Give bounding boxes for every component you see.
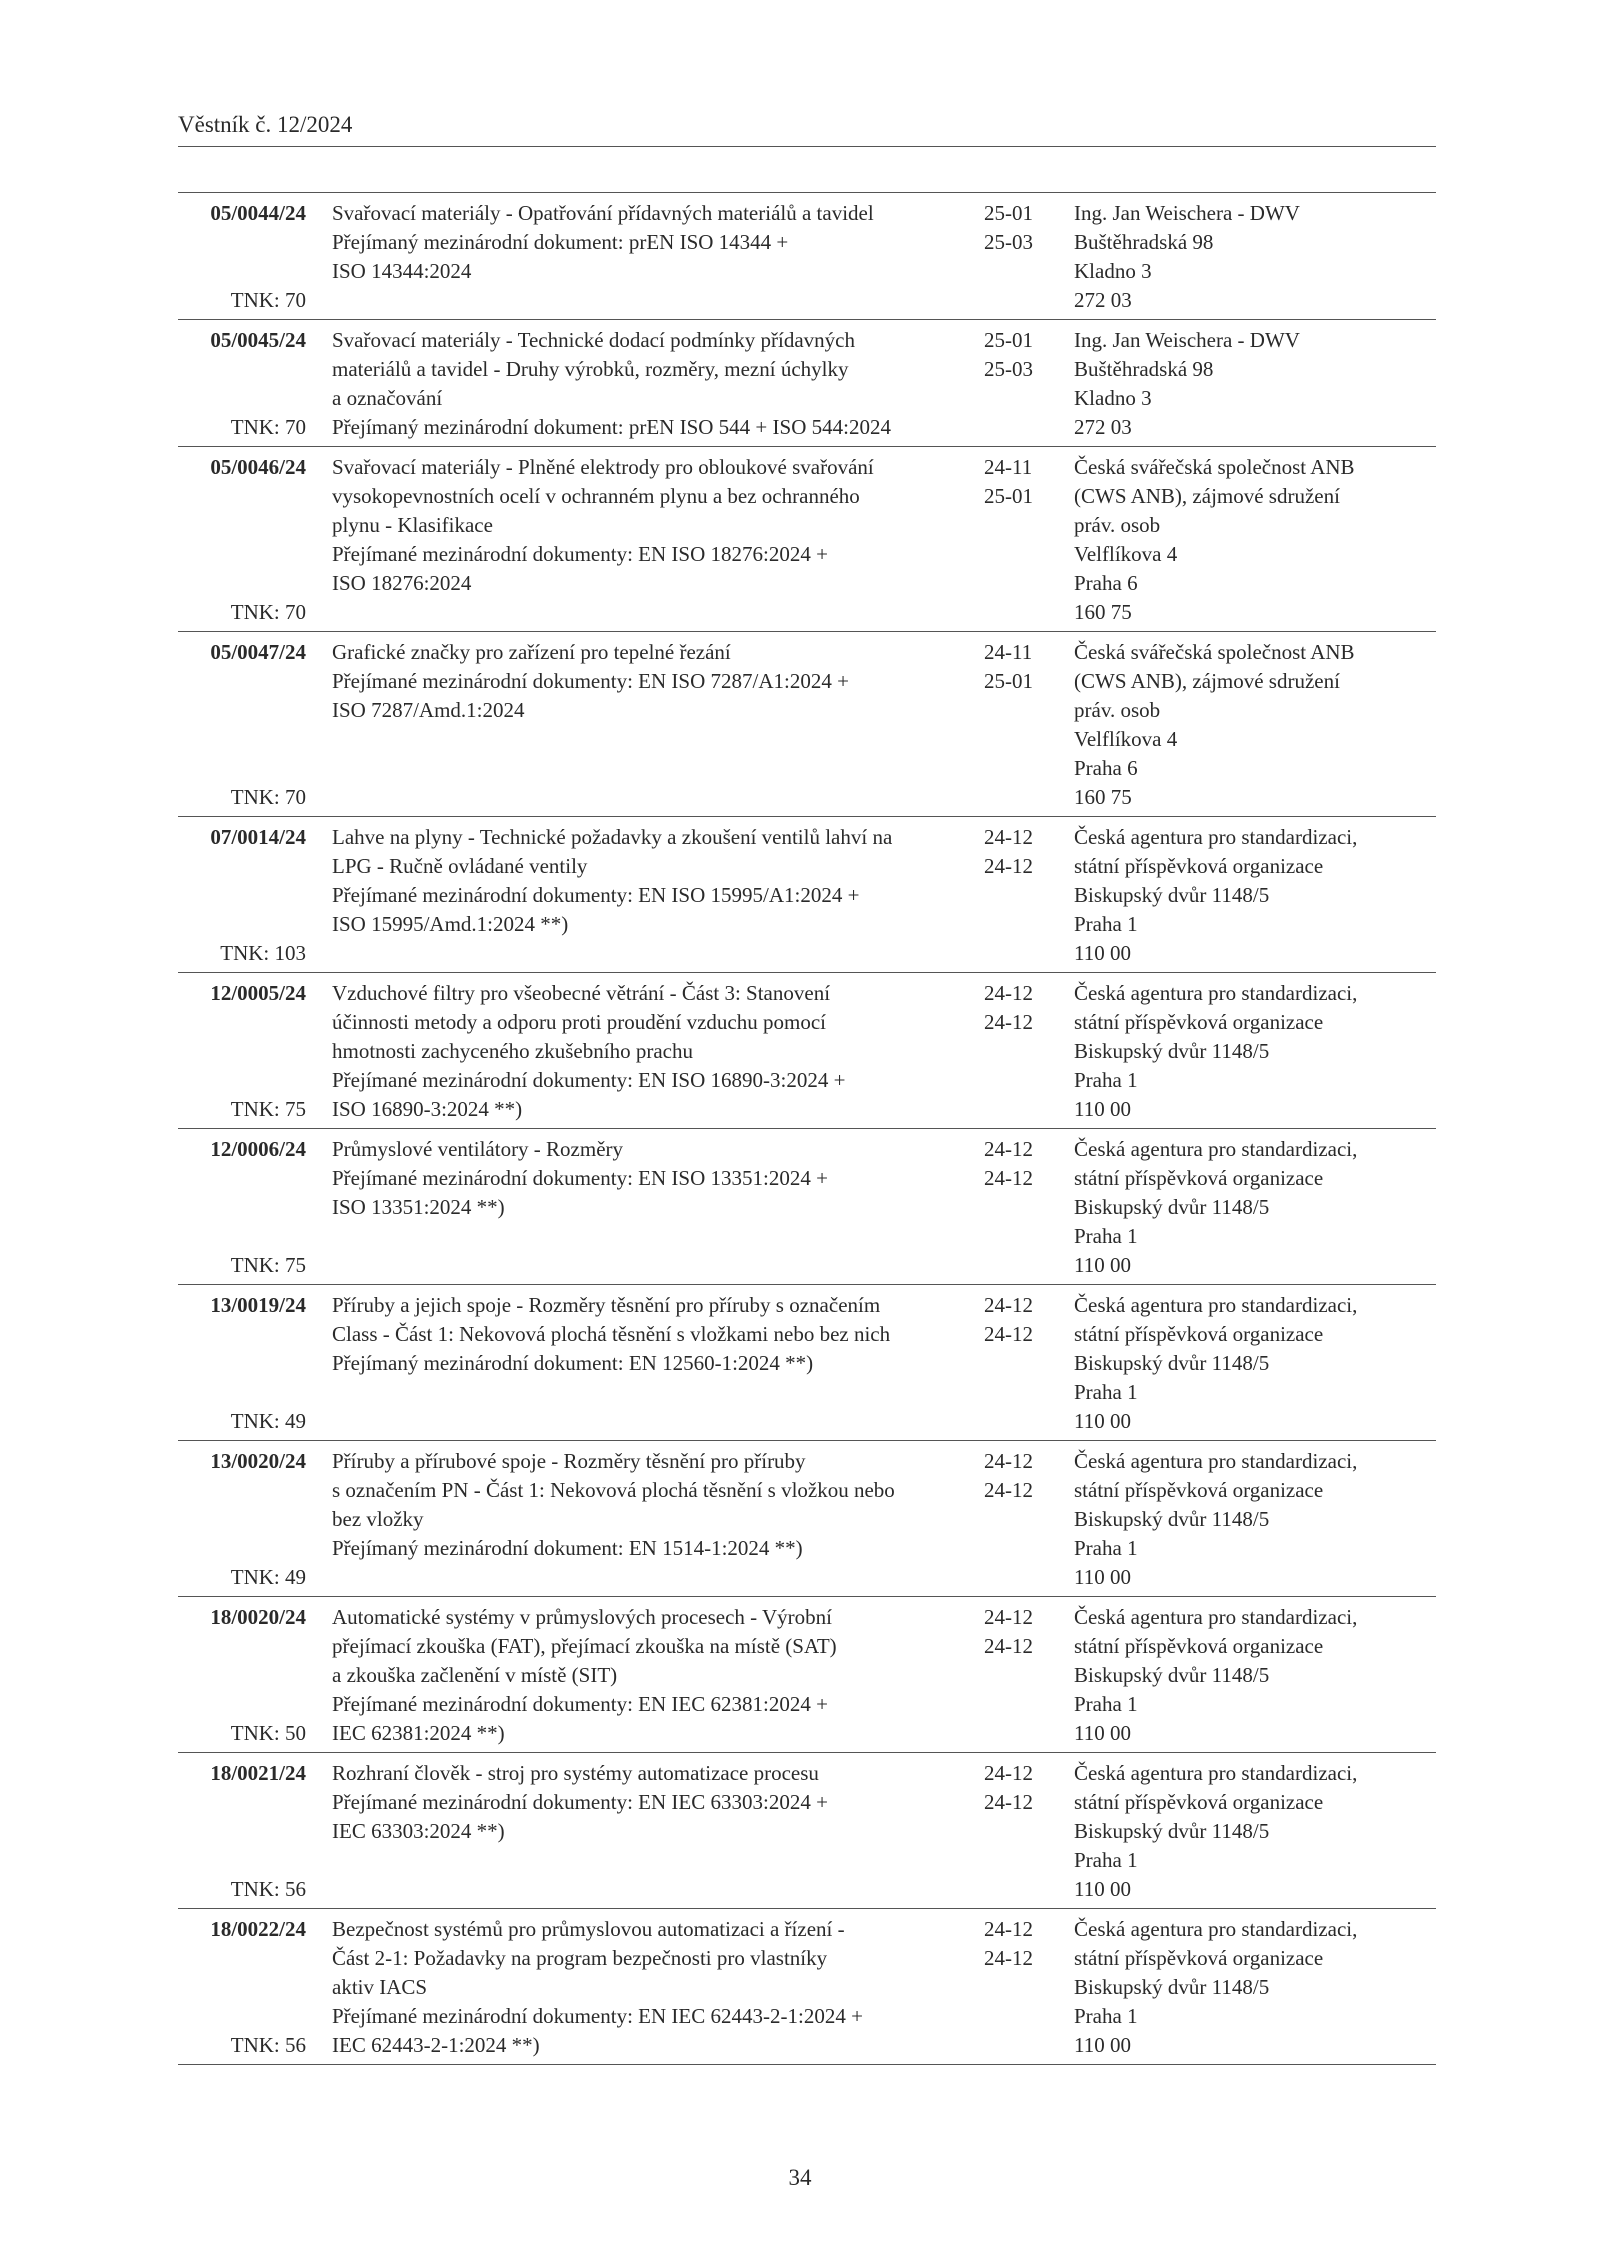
title-line: Automatické systémy v průmyslových procesech - Výrobní xyxy=(332,1605,833,1629)
date-line: 24-12 xyxy=(984,1790,1033,1814)
entry-contact-cell xyxy=(1070,326,1436,442)
contact-line: 272 03 xyxy=(1074,288,1132,312)
title-line: plynu - Klasifikace xyxy=(332,513,493,537)
title-line: IEC 63303:2024 **) xyxy=(332,1819,505,1843)
contact-line: Biskupský dvůr 1148/5 xyxy=(1074,1195,1270,1219)
title-line: vysokopevnostních ocelí v ochranném plynu a bez ochranného xyxy=(332,484,860,508)
title-line: Rozhraní člověk - stroj pro systémy automatizace procesu xyxy=(332,1761,819,1785)
entry-id-cell xyxy=(178,823,306,968)
entry-dates-cell xyxy=(978,1759,1070,1904)
contact-line: Česká agentura pro standardizaci, xyxy=(1074,825,1358,849)
title-line: Přejímané mezinárodní dokumenty: EN IEC 62443-2-1:2024 + xyxy=(332,2004,863,2028)
entry-dates-cell xyxy=(978,1291,1070,1436)
contact-line: Biskupský dvůr 1148/5 xyxy=(1074,883,1270,907)
contact-line: státní příspěvková organizace xyxy=(1074,1634,1324,1658)
contact-line: Česká agentura pro standardizaci, xyxy=(1074,1761,1358,1785)
date-line: 24-12 xyxy=(984,1322,1033,1346)
contact-line: Biskupský dvůr 1148/5 xyxy=(1074,1663,1270,1687)
entry-tnk: TNK: 70 xyxy=(230,785,306,809)
title-line: s označením PN - Část 1: Nekovová plochá těsnění s vložkou nebo xyxy=(332,1478,895,1502)
entry-contact-cell xyxy=(1070,1447,1436,1592)
title-line: Vzduchové filtry pro všeobecné větrání - Část 3: Stanovení xyxy=(332,981,831,1005)
contact-line: Praha 1 xyxy=(1074,2004,1138,2028)
title-line: LPG - Ručně ovládané ventily xyxy=(332,854,588,878)
entry-contact-cell xyxy=(1070,199,1436,315)
title-line: a označování xyxy=(332,386,443,410)
title-line: Přejímaný mezinárodní dokument: EN 12560-1:2024 **) xyxy=(332,1351,814,1375)
page-number: 34 xyxy=(788,2165,812,2190)
entry-number: 13/0020/24 xyxy=(210,1449,306,1473)
entry-number: 12/0006/24 xyxy=(210,1137,306,1161)
entry-dates-cell xyxy=(978,979,1070,1124)
entry-contact-cell xyxy=(1070,453,1436,627)
entry-title-cell xyxy=(306,453,978,627)
entry-title-cell xyxy=(306,1915,978,2060)
contact-line: státní příspěvková organizace xyxy=(1074,1166,1324,1190)
table-row xyxy=(178,1909,1436,2065)
contact-line: práv. osob xyxy=(1074,513,1161,537)
date-line: 24-11 xyxy=(984,640,1033,664)
title-line: aktiv IACS xyxy=(332,1975,428,1999)
entry-tnk: TNK: 49 xyxy=(230,1409,306,1433)
entry-title-cell xyxy=(306,979,978,1124)
entry-number: 18/0022/24 xyxy=(210,1917,306,1941)
title-line: bez vložky xyxy=(332,1507,424,1531)
date-line: 24-12 xyxy=(984,1634,1033,1658)
date-line: 25-01 xyxy=(984,484,1033,508)
date-line: 24-12 xyxy=(984,1761,1033,1785)
standards-table xyxy=(178,192,1436,2065)
entry-contact-cell xyxy=(1070,1759,1436,1904)
title-line: ISO 13351:2024 **) xyxy=(332,1195,505,1219)
entry-number: 05/0044/24 xyxy=(210,201,306,225)
contact-line: 110 00 xyxy=(1074,1565,1131,1589)
contact-line: Praha 6 xyxy=(1074,756,1138,780)
contact-line: 110 00 xyxy=(1074,1253,1131,1277)
entry-tnk: TNK: 75 xyxy=(230,1097,306,1121)
contact-line: Biskupský dvůr 1148/5 xyxy=(1074,1039,1270,1063)
title-line: přejímací zkouška (FAT), přejímací zkouška na místě (SAT) xyxy=(332,1634,837,1658)
table-row xyxy=(178,632,1436,817)
title-line: ISO 7287/Amd.1:2024 xyxy=(332,698,525,722)
title-line: Class - Část 1: Nekovová plochá těsnění s vložkami nebo bez nich xyxy=(332,1322,891,1346)
table-row xyxy=(178,817,1436,973)
entry-number: 18/0020/24 xyxy=(210,1605,306,1629)
contact-line: Biskupský dvůr 1148/5 xyxy=(1074,1819,1270,1843)
entry-tnk: TNK: 56 xyxy=(230,2033,306,2057)
contact-line: Česká agentura pro standardizaci, xyxy=(1074,1137,1358,1161)
entry-title-cell xyxy=(306,1759,978,1904)
entry-title-cell xyxy=(306,199,978,315)
date-line: 25-01 xyxy=(984,201,1033,225)
date-line: 24-12 xyxy=(984,1166,1033,1190)
contact-line: 110 00 xyxy=(1074,941,1131,965)
contact-line: Česká agentura pro standardizaci, xyxy=(1074,1293,1358,1317)
entry-dates-cell xyxy=(978,453,1070,627)
title-line: Přejímané mezinárodní dokumenty: EN IEC 62381:2024 + xyxy=(332,1692,828,1716)
title-line: ISO 18276:2024 xyxy=(332,571,472,595)
contact-line: 272 03 xyxy=(1074,415,1132,439)
title-line: Svařovací materiály - Technické dodací podmínky přídavných xyxy=(332,328,855,352)
contact-line: státní příspěvková organizace xyxy=(1074,1946,1324,1970)
entry-dates-cell xyxy=(978,199,1070,315)
title-line: IEC 62443-2-1:2024 **) xyxy=(332,2033,540,2057)
date-line: 24-11 xyxy=(984,455,1033,479)
contact-line: Praha 1 xyxy=(1074,1536,1138,1560)
entry-title-cell xyxy=(306,1603,978,1748)
contact-line: Buštěhradská 98 xyxy=(1074,230,1214,254)
title-line: ISO 15995/Amd.1:2024 **) xyxy=(332,912,569,936)
date-line: 24-12 xyxy=(984,1293,1033,1317)
date-line: 25-01 xyxy=(984,328,1033,352)
entry-id-cell xyxy=(178,1291,306,1436)
contact-line: práv. osob xyxy=(1074,698,1161,722)
date-line: 24-12 xyxy=(984,1449,1033,1473)
contact-line: Biskupský dvůr 1148/5 xyxy=(1074,1975,1270,1999)
date-line: 24-12 xyxy=(984,1917,1033,1941)
contact-line: Buštěhradská 98 xyxy=(1074,357,1214,381)
date-line: 24-12 xyxy=(984,854,1033,878)
contact-line: Praha 1 xyxy=(1074,1068,1138,1092)
table-row xyxy=(178,1441,1436,1597)
entry-number: 05/0046/24 xyxy=(210,455,306,479)
table-row xyxy=(178,320,1436,447)
contact-line: 110 00 xyxy=(1074,1097,1131,1121)
entry-number: 12/0005/24 xyxy=(210,981,306,1005)
entry-contact-cell xyxy=(1070,1291,1436,1436)
entry-number: 18/0021/24 xyxy=(210,1761,306,1785)
contact-line: Praha 6 xyxy=(1074,571,1138,595)
title-line: Přejímaný mezinárodní dokument: EN 1514-1:2024 **) xyxy=(332,1536,803,1560)
entry-title-cell xyxy=(306,1447,978,1592)
title-line: Přejímaný mezinárodní dokument: prEN ISO 14344 + xyxy=(332,230,789,254)
entry-id-cell xyxy=(178,1603,306,1748)
contact-line: státní příspěvková organizace xyxy=(1074,854,1324,878)
table-row xyxy=(178,973,1436,1129)
entry-tnk: TNK: 49 xyxy=(230,1565,306,1589)
table-row xyxy=(178,1285,1436,1441)
entry-dates-cell xyxy=(978,638,1070,812)
table-row xyxy=(178,1753,1436,1909)
entry-id-cell xyxy=(178,199,306,315)
entry-tnk: TNK: 70 xyxy=(230,288,306,312)
entry-title-cell xyxy=(306,1135,978,1280)
contact-line: státní příspěvková organizace xyxy=(1074,1790,1324,1814)
entry-id-cell xyxy=(178,979,306,1124)
entry-id-cell xyxy=(178,1135,306,1280)
entry-id-cell xyxy=(178,1447,306,1592)
title-line: Přejímané mezinárodní dokumenty: EN ISO 7287/A1:2024 + xyxy=(332,669,849,693)
title-line: Část 2-1: Požadavky na program bezpečnosti pro vlastníky xyxy=(332,1946,828,1970)
date-line: 25-01 xyxy=(984,669,1033,693)
entry-tnk: TNK: 50 xyxy=(230,1721,306,1745)
entry-id-cell xyxy=(178,453,306,627)
contact-line: (CWS ANB), zájmové sdružení xyxy=(1074,669,1340,693)
contact-line: státní příspěvková organizace xyxy=(1074,1322,1324,1346)
contact-line: Ing. Jan Weischera - DWV xyxy=(1074,328,1300,352)
contact-line: 110 00 xyxy=(1074,1409,1131,1433)
entry-id-cell xyxy=(178,1759,306,1904)
title-line: Přejímané mezinárodní dokumenty: EN ISO 16890-3:2024 + xyxy=(332,1068,846,1092)
title-line: hmotnosti zachyceného zkušebního prachu xyxy=(332,1039,693,1063)
entry-contact-cell xyxy=(1070,979,1436,1124)
contact-line: Praha 1 xyxy=(1074,1848,1138,1872)
entry-contact-cell xyxy=(1070,1135,1436,1280)
contact-line: (CWS ANB), zájmové sdružení xyxy=(1074,484,1340,508)
title-line: ISO 16890-3:2024 **) xyxy=(332,1097,523,1121)
title-line: ISO 14344:2024 xyxy=(332,259,472,283)
entry-dates-cell xyxy=(978,1135,1070,1280)
date-line: 24-12 xyxy=(984,825,1033,849)
contact-line: státní příspěvková organizace xyxy=(1074,1478,1324,1502)
contact-line: Česká agentura pro standardizaci, xyxy=(1074,1605,1358,1629)
table-row xyxy=(178,193,1436,320)
entry-contact-cell xyxy=(1070,638,1436,812)
title-line: účinnosti metody a odporu proti proudění vzduchu pomocí xyxy=(332,1010,826,1034)
entry-contact-cell xyxy=(1070,1915,1436,2060)
title-line: Přejímané mezinárodní dokumenty: EN IEC 63303:2024 + xyxy=(332,1790,828,1814)
title-line: Svařovací materiály - Opatřování přídavných materiálů a tavidel xyxy=(332,201,874,225)
title-line: Grafické značky pro zařízení pro tepelné řezání xyxy=(332,640,731,664)
entry-title-cell xyxy=(306,326,978,442)
contact-line: Kladno 3 xyxy=(1074,386,1152,410)
contact-line: 160 75 xyxy=(1074,785,1132,809)
entry-contact-cell xyxy=(1070,823,1436,968)
entry-title-cell xyxy=(306,638,978,812)
entry-dates-cell xyxy=(978,326,1070,442)
title-line: Lahve na plyny - Technické požadavky a zkoušení ventilů lahví na xyxy=(332,825,893,849)
title-line: Svařovací materiály - Plněné elektrody pro obloukové svařování xyxy=(332,455,874,479)
contact-line: Biskupský dvůr 1148/5 xyxy=(1074,1507,1270,1531)
contact-line: Biskupský dvůr 1148/5 xyxy=(1074,1351,1270,1375)
contact-line: Česká svářečská společnost ANB xyxy=(1074,640,1355,664)
contact-line: Velflíkova 4 xyxy=(1074,542,1178,566)
entry-contact-cell xyxy=(1070,1603,1436,1748)
table-row xyxy=(178,1129,1436,1285)
entry-title-cell xyxy=(306,823,978,968)
table-row xyxy=(178,447,1436,632)
entry-id-cell xyxy=(178,1915,306,2060)
title-line: Bezpečnost systémů pro průmyslovou automatizaci a řízení - xyxy=(332,1917,845,1941)
title-line: Přejímané mezinárodní dokumenty: EN ISO 18276:2024 + xyxy=(332,542,828,566)
contact-line: 110 00 xyxy=(1074,2033,1131,2057)
date-line: 24-12 xyxy=(984,1010,1033,1034)
contact-line: Česká agentura pro standardizaci, xyxy=(1074,1917,1358,1941)
title-line: Průmyslové ventilátory - Rozměry xyxy=(332,1137,624,1161)
contact-line: Velflíkova 4 xyxy=(1074,727,1178,751)
entry-tnk: TNK: 75 xyxy=(230,1253,306,1277)
title-line: Přejímané mezinárodní dokumenty: EN ISO 13351:2024 + xyxy=(332,1166,828,1190)
date-line: 24-12 xyxy=(984,1478,1033,1502)
title-line: Příruby a jejich spoje - Rozměry těsnění pro příruby s označením xyxy=(332,1293,881,1317)
title-line: IEC 62381:2024 **) xyxy=(332,1721,505,1745)
date-line: 25-03 xyxy=(984,230,1033,254)
contact-line: Kladno 3 xyxy=(1074,259,1152,283)
header-rule xyxy=(178,146,1436,147)
entry-tnk: TNK: 70 xyxy=(230,600,306,624)
contact-line: Praha 1 xyxy=(1074,1692,1138,1716)
contact-line: Praha 1 xyxy=(1074,912,1138,936)
page-header-title: Věstník č. 12/2024 xyxy=(178,112,353,137)
entry-tnk: TNK: 103 xyxy=(220,941,306,965)
title-line: a zkouška začlenění v místě (SIT) xyxy=(332,1663,618,1687)
contact-line: státní příspěvková organizace xyxy=(1074,1010,1324,1034)
contact-line: 110 00 xyxy=(1074,1721,1131,1745)
table-row xyxy=(178,1597,1436,1753)
contact-line: Česká agentura pro standardizaci, xyxy=(1074,981,1358,1005)
contact-line: Česká svářečská společnost ANB xyxy=(1074,455,1355,479)
contact-line: 160 75 xyxy=(1074,600,1132,624)
date-line: 25-03 xyxy=(984,357,1033,381)
title-line: Přejímaný mezinárodní dokument: prEN ISO 544 + ISO 544:2024 xyxy=(332,415,891,439)
entry-dates-cell xyxy=(978,1915,1070,2060)
entry-tnk: TNK: 70 xyxy=(230,415,306,439)
entry-id-cell xyxy=(178,326,306,442)
entry-dates-cell xyxy=(978,823,1070,968)
contact-line: Praha 1 xyxy=(1074,1380,1138,1404)
date-line: 24-12 xyxy=(984,1137,1033,1161)
contact-line: Ing. Jan Weischera - DWV xyxy=(1074,201,1300,225)
entry-number: 07/0014/24 xyxy=(210,825,306,849)
date-line: 24-12 xyxy=(984,1605,1033,1629)
entry-number: 05/0047/24 xyxy=(210,640,306,664)
entry-number: 13/0019/24 xyxy=(210,1293,306,1317)
title-line: materiálů a tavidel - Druhy výrobků, rozměry, mezní úchylky xyxy=(332,357,849,381)
entry-title-cell xyxy=(306,1291,978,1436)
date-line: 24-12 xyxy=(984,1946,1033,1970)
title-line: Přejímané mezinárodní dokumenty: EN ISO 15995/A1:2024 + xyxy=(332,883,860,907)
contact-line: Česká agentura pro standardizaci, xyxy=(1074,1449,1358,1473)
title-line: Příruby a přírubové spoje - Rozměry těsnění pro příruby xyxy=(332,1449,806,1473)
entry-number: 05/0045/24 xyxy=(210,328,306,352)
date-line: 24-12 xyxy=(984,981,1033,1005)
entry-id-cell xyxy=(178,638,306,812)
entry-dates-cell xyxy=(978,1447,1070,1592)
contact-line: 110 00 xyxy=(1074,1877,1131,1901)
contact-line: Praha 1 xyxy=(1074,1224,1138,1248)
entry-dates-cell xyxy=(978,1603,1070,1748)
entry-tnk: TNK: 56 xyxy=(230,1877,306,1901)
